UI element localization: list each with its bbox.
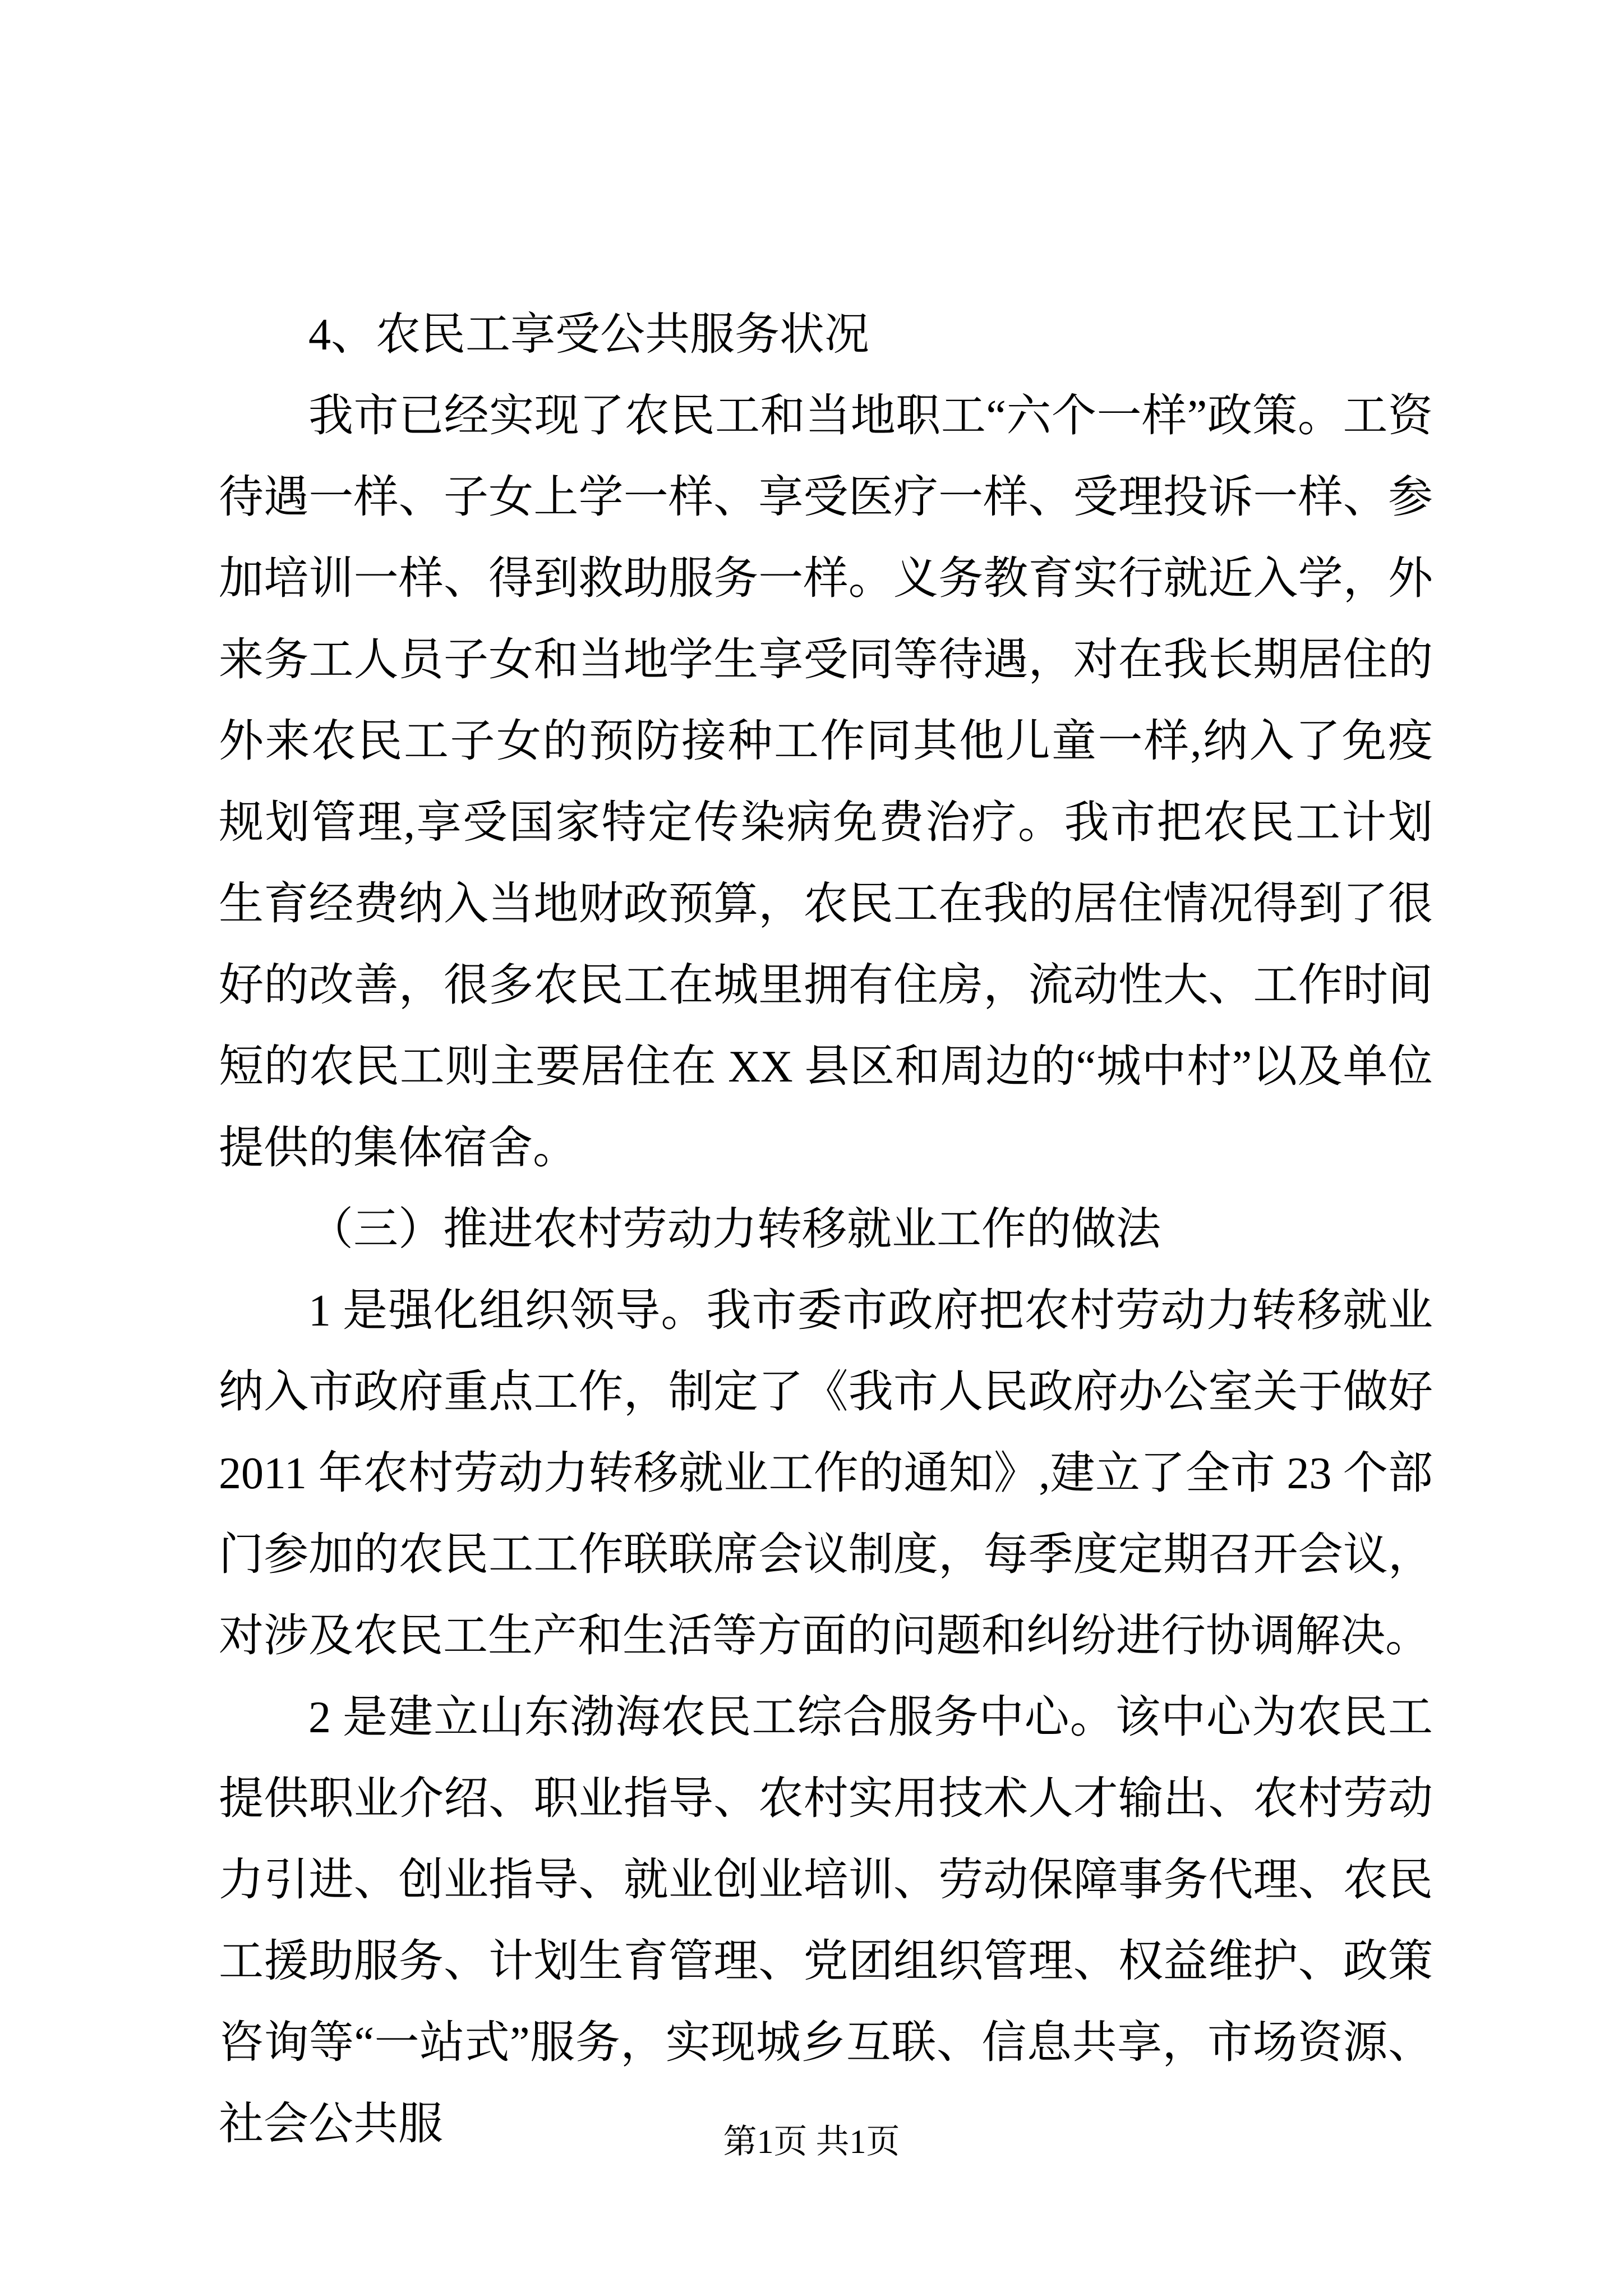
- section-heading: 4、农民工享受公共服务状况: [308, 310, 869, 360]
- paragraph-public-services: 我市已经实现了农民工和当地职工“六个一样”政策。工资待遇一样、子女上学一样、享受医疗一样、受理投诉一样、参加培训一样、得到救助服务一样。义务教育实行就近入学，外来务工人员子女和当地学生享受同等待遇，对在我长期居住的外来农民工子女的预防接种工作同其他儿童一样,纳入了免疫规划管理,享受国家特定传染病免费治疗。我市把农民工计划生育经费纳入当地财政预算，农民工在我的居住情况得到了很好的改善，很多农民工在城里拥有住房，流动性大、工作时间短的农民工则主要居住在 XX 县区和周边的“城中村”以及单位提供的集体宿舍。: [219, 392, 1433, 1173]
- paragraph-organization-leadership: 1 是强化组织领导。我市委市政府把农村劳动力转移就业纳入市政府重点工作，制定了《我市人民政府办公室关于做好 2011 年农村劳动力转移就业工作的通知》,建立了全市 23 个部门参加的农民工工作联联席会议制度，每季度定期召开会议，对涉及农民工生产和生活等方面的问题和纠纷进行协调解决。: [219, 1286, 1433, 1661]
- paragraph-service-center: 2 是建立山东渤海农民工综合服务中心。该中心为农民工提供职业介绍、职业指导、农村实用技术人才输出、农村劳动力引进、创业指导、就业创业培训、劳动保障事务代理、农民工援助服务、计划生育管理、党团组织管理、权益维护、政策咨询等“一站式”服务，实现城乡互联、信息共享，市场资源、社会公共服: [219, 1693, 1433, 2149]
- page-number-footer: 第1页 共1页: [723, 2123, 900, 2160]
- subsection-heading: （三）推进农村劳动力转移就业工作的做法: [308, 1205, 1161, 1254]
- document-body: [219, 295, 1433, 2165]
